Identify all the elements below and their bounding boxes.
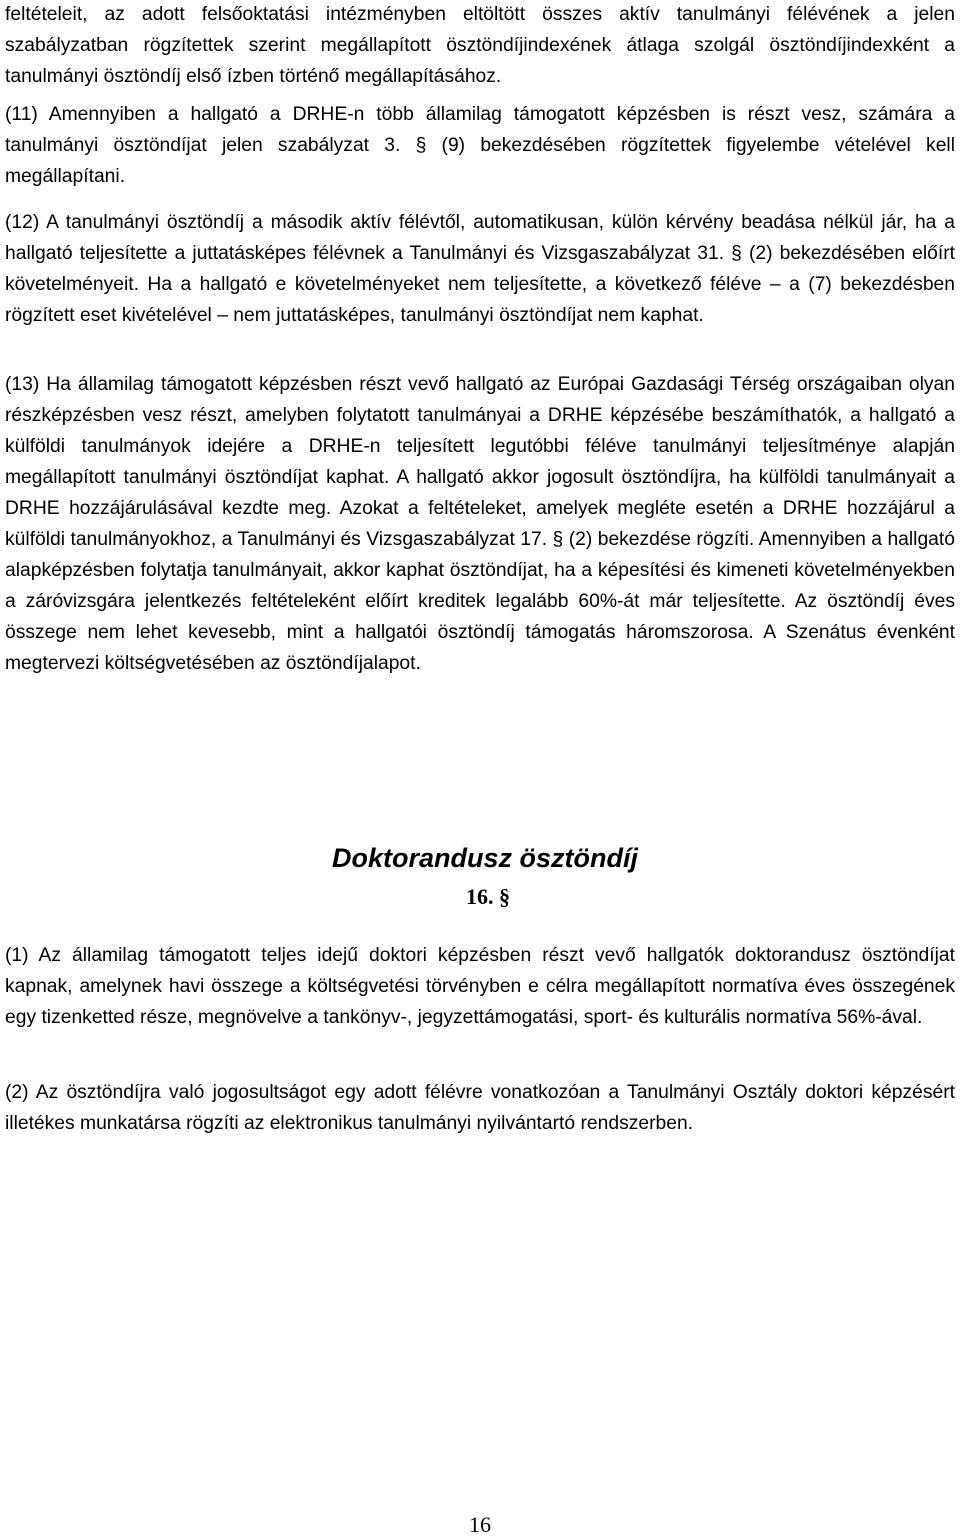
- paragraph-intro: feltételeit, az adott felsőoktatási intézményben eltöltött összes aktív tanulmányi félévének a jelen szabályzatban rögzítettek szerint megállapított ösztöndíjindexének átlaga szolgál ösztöndíjindexként a tanulmányi ösztöndíj első ízben történő megállapításához.: [5, 4, 955, 87]
- document-page: [5, 0, 955, 1537]
- paragraph-16-2: (2) Az ösztöndíjra való jogosultságot egy adott félévre vonatkozóan a Tanulmányi Osztály doktori képzésért illetékes munkatársa rögzíti az elektronikus tanulmányi nyilvántartó rendszerben.: [5, 1082, 955, 1134]
- page-number: 16: [469, 1512, 491, 1537]
- section-heading: Doktorandusz ösztöndíj: [332, 843, 638, 873]
- paragraph-16-1: (1) Az államilag támogatott teljes idejű doktori képzésben részt vevő hallgatók doktorandusz ösztöndíjat kapnak, amelynek havi összege a költségvetési törvényben e célra megállapított normatíva éves összegének egy tizenketted része, megnövelve a tankönyv-, jegyzettámogatási, sport- és kulturális normatíva 56%-ával.: [5, 945, 955, 1028]
- paragraph-12: (12) A tanulmányi ösztöndíj a második aktív félévtől, automatikusan, külön kérvény beadása nélkül jár, ha a hallgató teljesítette a juttatásképes félévnek a Tanulmányi és Vizsgaszabályzat 31. § (2) bekezdésében előírt követelményeit. Ha a hallgató e követelményeket nem teljesítette, a következő féléve – a (7) bekezdésben rögzített eset kivételével – nem juttatásképes, tanulmányi ösztöndíjat nem kaphat.: [5, 212, 955, 326]
- paragraph-11: (11) Amennyiben a hallgató a DRHE-n több államilag támogatott képzésben is részt vesz, számára a tanulmányi ösztöndíjat jelen szabályzat 3. § (9) bekezdésében rögzítettek figyelembe vételével kell megállapítani.: [5, 104, 955, 187]
- paragraph-13: (13) Ha államilag támogatott képzésben részt vevő hallgató az Európai Gazdasági Térség országaiban olyan részképzésben vesz részt, amelyben folytatott tanulmányai a DRHE képzésébe beszámíthatók, a hallgató a külföldi tanulmányok idejére a DRHE-n teljesített legutóbbi féléve tanulmányi teljesítménye alapján megállapított tanulmányi ösztöndíjat kaphat. A hallgató akkor jogosult ösztöndíjra, ha külföldi tanulmányait a DRHE hozzájárulásával kezdte meg. Azokat a feltételeket, amelyek megléte esetén a DRHE hozzájárul a külföldi tanulmányokhoz, a Tanulmányi és Vizsgaszabályzat 17. § (2) bekezdése rögzíti. Amennyiben a hallgató alapképzésben folytatja tanulmányait, akkor kaphat ösztöndíjat, ha a képesítési és kimeneti követelményekben a záróvizsgára jelentkezés feltételeként előírt kreditek legalább 60%-át már teljesítette. Az ösztöndíj éves összege nem lehet kevesebb, mint a hallgatói ösztöndíj támogatás háromszorosa. A Szenátus évenként megtervezi költségvetésében az ösztöndíjalapot.: [5, 374, 955, 674]
- section-number: 16. §: [466, 884, 510, 909]
